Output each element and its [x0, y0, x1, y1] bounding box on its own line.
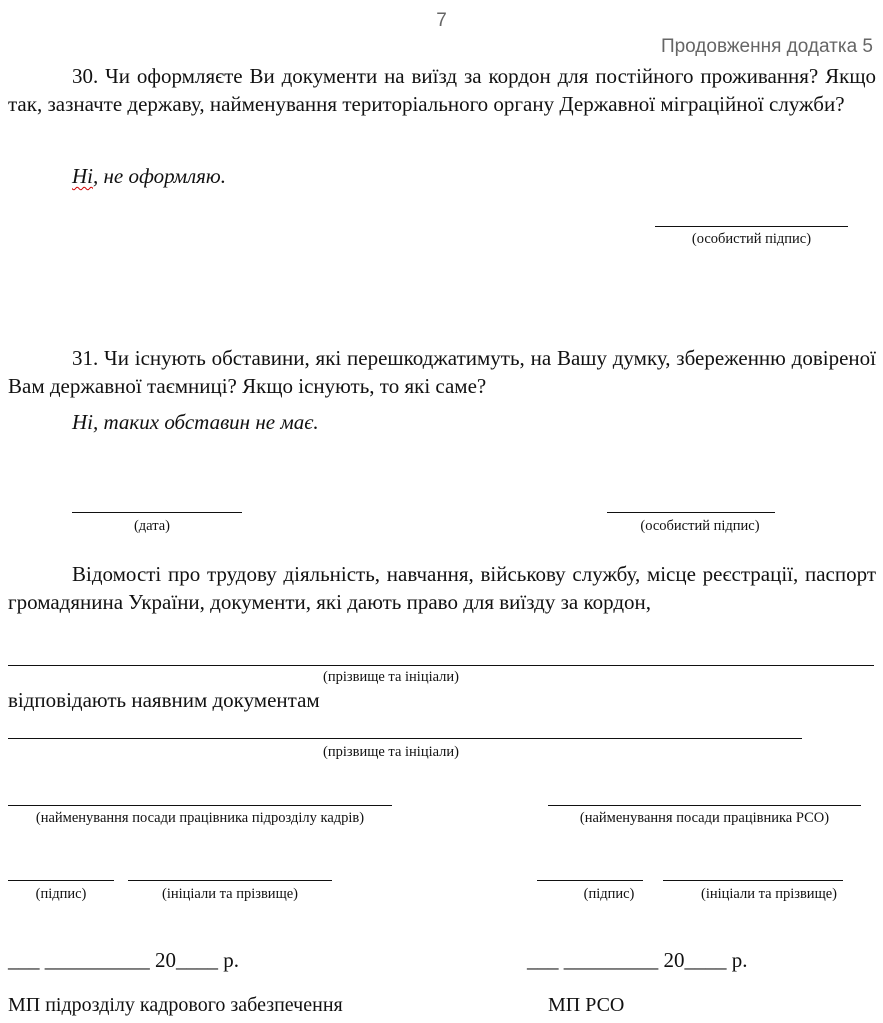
date-caption: (дата): [133, 518, 171, 534]
hr-stamp-label: МП підрозділу кадрового забезпечення: [8, 994, 343, 1016]
signature-line: [655, 226, 848, 227]
hr-sign-line: [8, 880, 114, 881]
name-caption: (прізвище та ініціали): [323, 669, 459, 685]
hr-date-line: ___ __________ 20____ р.: [8, 948, 239, 972]
verification-text: Відомості про трудову діяльність, навчання, військову службу, місце реєстрації, паспорт громадянина України, документи, які дають право для виїзду за кордон,: [8, 562, 876, 614]
rso-sign-caption: (підпис): [583, 886, 635, 902]
question-30-answer: [72, 164, 226, 189]
rso-initials-line: [663, 880, 843, 881]
signature-line: [607, 512, 775, 513]
name-line: [8, 738, 802, 739]
conclusion-text: відповідають наявним документам: [8, 688, 320, 712]
question-30-text: 30. Чи оформляєте Ви документи на виїзд за кордон для постійного проживання? Якщо так, зазначте державу, найменування територіального органу Державної міграційної служби?: [8, 64, 876, 116]
hr-position-line: [8, 805, 392, 806]
rso-stamp-label: МП РСО: [548, 994, 625, 1016]
rso-initials-caption: (ініціали та прізвище): [701, 886, 837, 902]
rso-date-line: ___ _________ 20____ р.: [527, 948, 748, 972]
question-31-answer: Ні, таких обставин не має.: [72, 410, 319, 434]
question-31-text: 31. Чи існують обставини, які перешкоджатимуть, на Вашу думку, збереженню довіреної Вам державної таємниці? Якщо існують, то які саме?: [8, 346, 876, 398]
hr-sign-caption: (підпис): [35, 886, 87, 902]
hr-initials-caption: (ініціали та прізвище): [162, 886, 298, 902]
hr-position-caption: (найменування посади працівника підрозділу кадрів): [35, 810, 365, 826]
name-line: [8, 665, 874, 666]
name-caption: (прізвище та ініціали): [323, 744, 459, 760]
rso-position-caption: (найменування посади працівника РСО): [579, 810, 830, 826]
answer-remainder: , не оформляю.: [93, 164, 226, 188]
spellcheck-word: Ні: [72, 164, 93, 188]
rso-sign-line: [537, 880, 643, 881]
hr-initials-line: [128, 880, 332, 881]
signature-caption: (особистий підпис): [640, 518, 760, 534]
signature-caption: (особистий підпис): [691, 231, 812, 247]
date-line: [72, 512, 242, 513]
page-number: 7: [436, 10, 447, 31]
rso-position-line: [548, 805, 861, 806]
appendix-label: Продовження додатка 5: [660, 36, 873, 57]
